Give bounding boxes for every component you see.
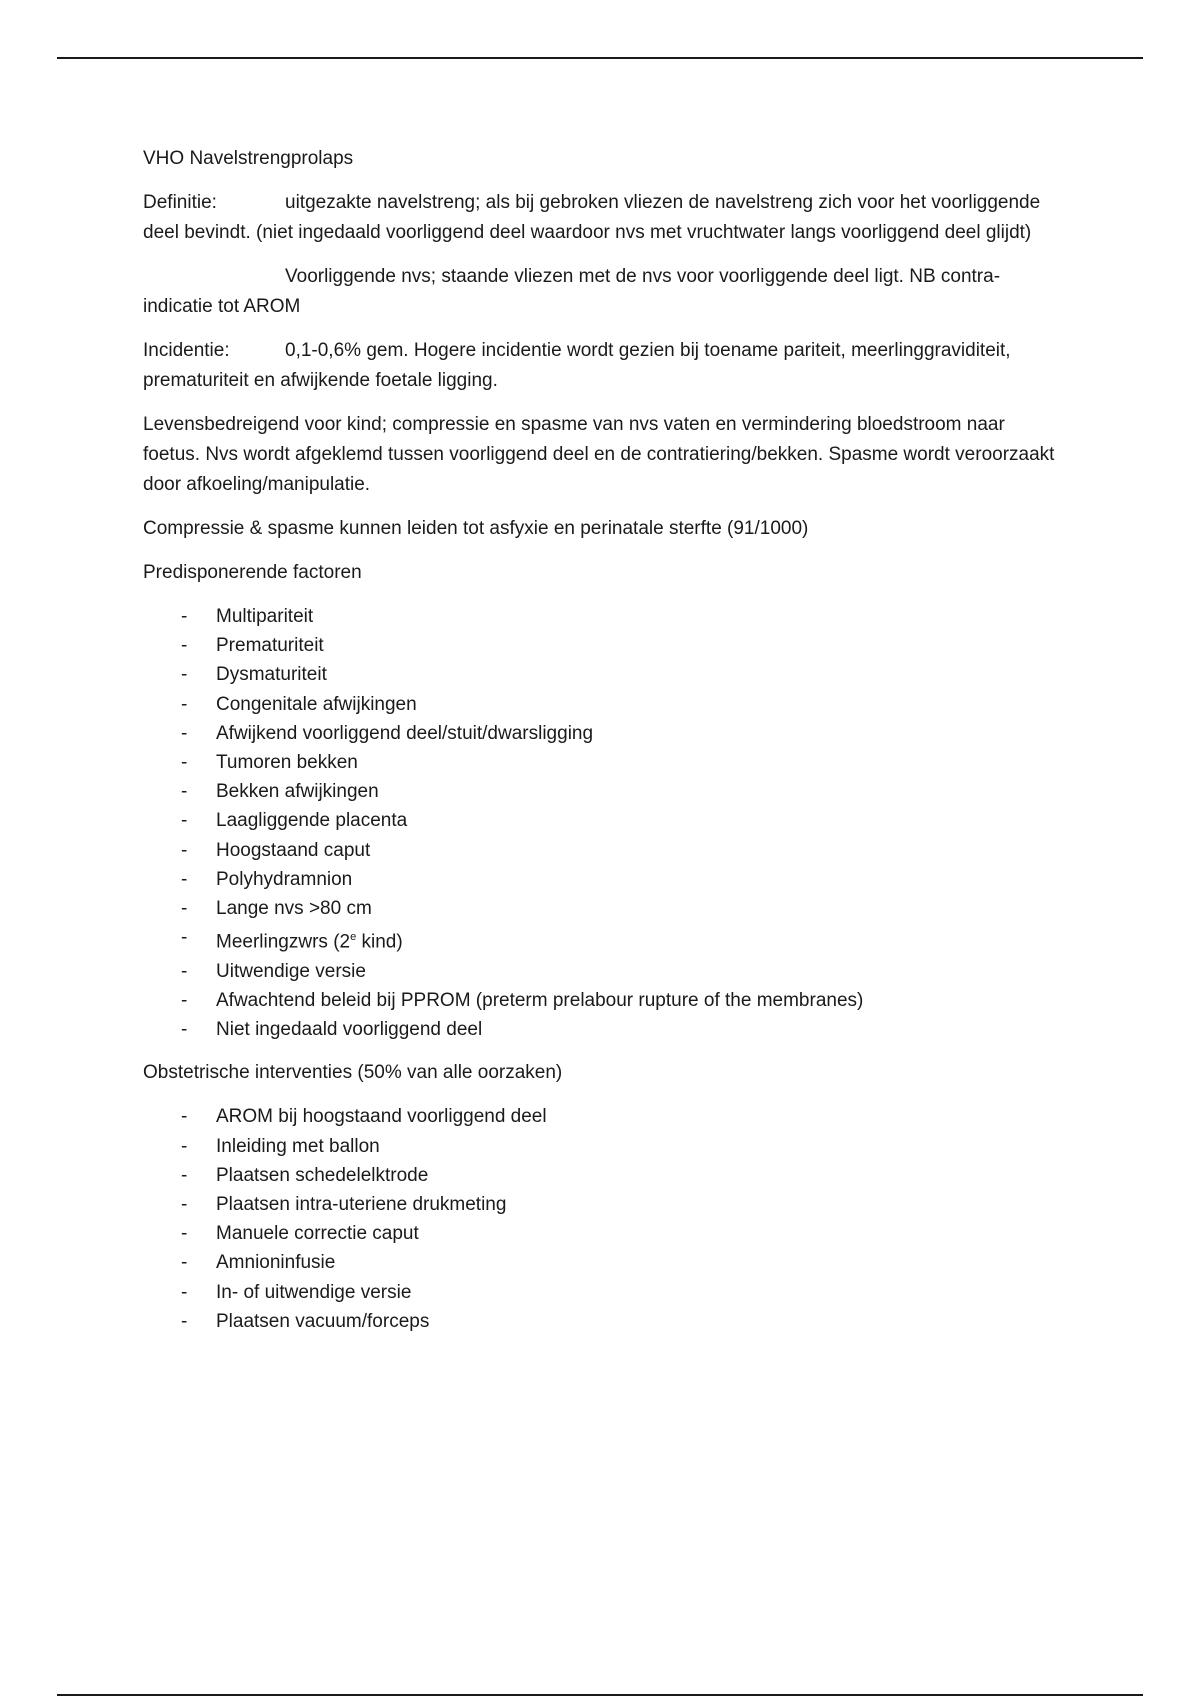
- list-item: - Lange nvs >80 cm: [143, 894, 1063, 923]
- twins-suffix: kind): [356, 931, 403, 953]
- list-item: - Niet ingedaald voorliggend deel: [143, 1015, 1063, 1044]
- list-item: - Afwijkend voorliggend deel/stuit/dwarsligging: [143, 719, 1063, 748]
- incidence-term: Incidentie:: [143, 340, 230, 361]
- definition-text: uitgezakte navelstreng; als bij gebroken vliezen de navelstreng zich voor het voorliggende deel bevindt. (niet ingedaald voorliggend deel waardoor nvs met vruchtwater langs voorliggend deel glijdt): [143, 192, 1041, 243]
- list-item: - Plaatsen vacuum/forceps: [143, 1307, 1063, 1336]
- interventions-list: [143, 1102, 1063, 1336]
- twins-text: Meerlingzwrs (2: [216, 931, 351, 953]
- predisposing-list: [143, 602, 1063, 1044]
- list-item: - Congenitale afwijkingen: [143, 690, 1063, 719]
- definition-paragraph: [143, 188, 1063, 248]
- compression-paragraph: Compressie & spasme kunnen leiden tot asfyxie en perinatale sterfte (91/1000): [143, 518, 809, 539]
- list-item: - Polyhydramnion: [143, 865, 1063, 894]
- list-item: - AROM bij hoogstaand voorliggend deel: [143, 1102, 1063, 1131]
- document-body: [143, 144, 1063, 1350]
- list-item: - Plaatsen schedelelktrode: [143, 1161, 1063, 1190]
- list-item: - Manuele correctie caput: [143, 1219, 1063, 1248]
- list-item: - Afwachtend beleid bij PPROM (preterm prelabour rupture of the membranes): [143, 986, 1063, 1015]
- list-item: - Prematuriteit: [143, 631, 1063, 660]
- document-title: VHO Navelstrengprolaps: [143, 148, 354, 169]
- list-item: - Uitwendige versie: [143, 957, 1063, 986]
- incidence-text: 0,1-0,6% gem. Hogere incidentie wordt gezien bij toename pariteit, meerlinggraviditeit, prematuriteit en afwijkende foetale ligging.: [143, 340, 1011, 391]
- header-rule: [57, 57, 1143, 59]
- predisposing-heading: Predisponerende factoren: [143, 562, 362, 583]
- definition-paragraph-2: [143, 262, 1063, 322]
- list-item: - Inleiding met ballon: [143, 1132, 1063, 1161]
- list-item: - Hoogstaand caput: [143, 836, 1063, 865]
- incidence-paragraph: [143, 336, 1063, 396]
- twins-superscript: e: [350, 931, 357, 944]
- list-item: - Tumoren bekken: [143, 748, 1063, 777]
- list-item: - Bekken afwijkingen: [143, 777, 1063, 806]
- list-item: - Plaatsen intra-uteriene drukmeting: [143, 1190, 1063, 1219]
- list-item: - In- of uitwendige versie: [143, 1278, 1063, 1307]
- list-item: - Multipariteit: [143, 602, 1063, 631]
- list-item: - Laagliggende placenta: [143, 806, 1063, 835]
- list-item: - Amnioninfusie: [143, 1248, 1063, 1277]
- interventions-heading: Obstetrische interventies (50% van alle oorzaken): [143, 1062, 563, 1084]
- definition2-text: Voorliggende nvs; staande vliezen met de nvs voor voorliggende deel ligt. NB contra-indicatie tot AROM: [143, 266, 1001, 317]
- list-item: - Dysmaturiteit: [143, 660, 1063, 689]
- danger-paragraph: Levensbedreigend voor kind; compressie en spasme van nvs vaten en vermindering bloedstroom naar foetus. Nvs wordt afgeklemd tussen voorliggend deel en de contratiering/bekken. Spasme wordt veroorzaakt door afkoeling/manipulatie.: [143, 414, 1055, 495]
- definition-term: Definitie:: [143, 192, 217, 213]
- list-item-twins: [143, 923, 1063, 957]
- footer-rule: [57, 1694, 1143, 1696]
